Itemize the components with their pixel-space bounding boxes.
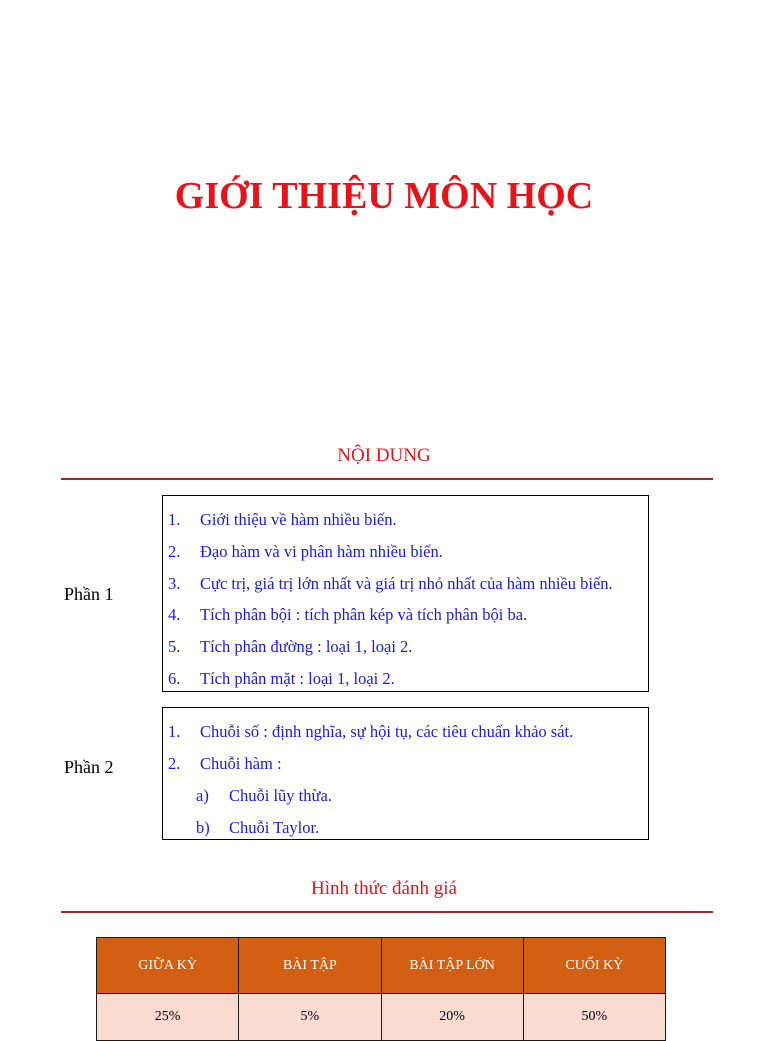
list-item-text: Chuỗi Taylor. <box>229 818 320 837</box>
list-item <box>163 636 648 658</box>
table-cell: 5% <box>239 994 381 1041</box>
list-item-number: 1. <box>168 722 181 741</box>
page-title: GIỚI THIỆU MÔN HỌC <box>174 175 594 217</box>
table-cell: 20% <box>381 994 523 1041</box>
assessment-divider <box>61 911 713 913</box>
table-cell: 50% <box>523 994 665 1041</box>
list-item <box>163 509 648 531</box>
list-item-number: 3. <box>168 574 181 593</box>
list-item-number: 1. <box>168 510 181 529</box>
table-header-row <box>97 938 666 994</box>
list-item-text: Chuỗi lũy thừa. <box>229 786 332 805</box>
list-item <box>163 753 648 775</box>
part-1-label: Phần 1 <box>64 584 114 604</box>
list-item <box>163 541 648 563</box>
list-item <box>163 604 648 626</box>
list-item-number: b) <box>196 818 210 837</box>
list-item <box>163 573 648 595</box>
sub-list-item <box>163 817 648 839</box>
list-item-number: 6. <box>168 669 181 688</box>
list-item <box>163 721 648 743</box>
list-item <box>163 668 648 690</box>
table-header-cell: BÀI TẬP <box>239 938 381 994</box>
list-item-text: Tích phân mặt : loại 1, loại 2. <box>200 669 395 688</box>
table-header-cell: GIỮA KỲ <box>97 938 239 994</box>
sub-list-item <box>163 785 648 807</box>
part-2-label: Phần 2 <box>64 757 114 777</box>
content-heading: NỘI DUNG <box>337 445 431 466</box>
list-item-number: 2. <box>168 754 181 773</box>
list-item-number: 5. <box>168 637 181 656</box>
list-item-text: Chuỗi hàm : <box>200 754 282 773</box>
list-item-text: Tích phân đường : loại 1, loại 2. <box>200 637 413 656</box>
heading-divider <box>61 478 713 480</box>
table-header-cell: CUỐI KỲ <box>523 938 665 994</box>
list-item-text: Tích phân bội : tích phân kép và tích phân bội ba. <box>200 605 528 624</box>
table-row <box>97 994 666 1041</box>
table-header-cell: BÀI TẬP LỚN <box>381 938 523 994</box>
list-item-text: Giới thiệu về hàm nhiều biến. <box>200 510 397 529</box>
part-2-box <box>162 707 649 840</box>
list-item-number: 4. <box>168 605 181 624</box>
list-item-text: Cực trị, giá trị lớn nhất và giá trị nhỏ nhất của hàm nhiều biến. <box>200 574 613 593</box>
list-item-number: 2. <box>168 542 181 561</box>
part-1-box <box>162 495 649 692</box>
list-item-text: Chuỗi số : định nghĩa, sự hội tụ, các tiêu chuẩn khảo sát. <box>200 722 574 741</box>
assessment-heading: Hình thức đánh giá <box>311 878 457 899</box>
list-item-text: Đạo hàm và vi phân hàm nhiều biến. <box>200 542 443 561</box>
assessment-table <box>96 937 666 1041</box>
table-cell: 25% <box>97 994 239 1041</box>
list-item-number: a) <box>196 786 209 805</box>
